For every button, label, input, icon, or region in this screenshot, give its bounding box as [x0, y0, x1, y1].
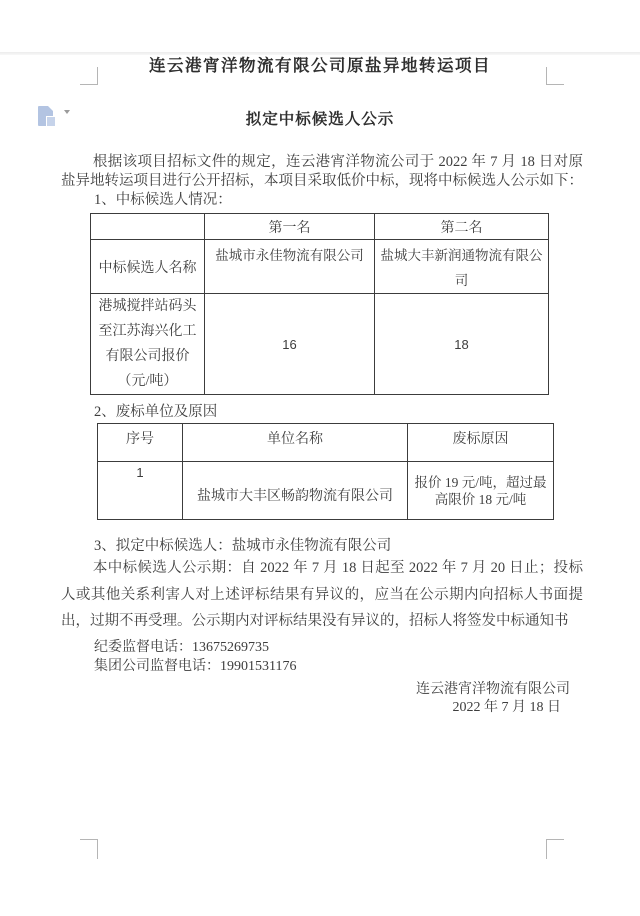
rejected-bids-table	[97, 423, 554, 520]
margin-crop-mark-bottom-left	[80, 839, 98, 859]
closing-paragraph: 本中标候选人公示期：自 2022 年 7 月 18 日起至 2022 年 7 月 20 日止；投标人或其他关系利害人对上述评标结果有异议的，应当在公示期内向招标人书面提出，过期不再受理。公示期内对评标结果没有异议的，招标人将签发中标通知书	[61, 560, 583, 629]
section3-heading: 3、拟定中标候选人：盐城市永佳物流有限公司	[94, 538, 392, 554]
document-subtitle: 拟定中标候选人公示	[245, 111, 395, 128]
corner-header-cell	[91, 214, 205, 240]
document-title: 连云港宵洋物流有限公司原盐异地转运项目	[149, 56, 491, 75]
discipline-phone-line: 纪委监督电话：13675269735	[94, 639, 269, 655]
candidates-table-header-row	[91, 214, 549, 240]
rejected-table-header-row	[98, 424, 554, 462]
signature-company: 连云港宵洋物流有限公司	[416, 681, 570, 697]
margin-crop-mark-bottom-right	[546, 839, 564, 859]
group-phone-line: 集团公司监督电话：19901531176	[94, 658, 297, 674]
margin-crop-mark-top-left	[80, 67, 98, 85]
rejected-company-cell: 盐城市大丰区畅韵物流有限公司	[183, 462, 408, 520]
company-header-cell: 单位名称	[183, 424, 408, 462]
paste-options-button[interactable]	[38, 106, 74, 132]
price-row-label: 港城搅拌站码头至江苏海兴化工有限公司报价（元/吨）	[91, 294, 205, 395]
candidate-name-row	[91, 240, 549, 294]
window-top-edge	[0, 52, 640, 55]
first-candidate-price-cell: 16	[205, 294, 375, 395]
rejected-table-row	[98, 462, 554, 520]
candidate-name-row-label: 中标候选人名称	[91, 240, 205, 294]
rejection-reason-cell: 报价 19 元/吨，超过最高限价 18 元/吨	[408, 462, 554, 520]
price-row	[91, 294, 549, 395]
intro-paragraph: 根据该项目招标文件的规定，连云港宵洋物流公司于 2022 年 7 月 18 日对原盐异地转运项目进行公开招标，本项目采取低价中标，现将中标候选人公示如下：	[61, 154, 583, 189]
margin-crop-mark-top-right	[546, 67, 564, 85]
signature-block	[0, 681, 570, 717]
first-place-header-cell: 第一名	[205, 214, 375, 240]
candidates-table	[90, 213, 549, 395]
second-candidate-price-cell: 18	[375, 294, 549, 395]
paste-page-icon	[46, 116, 56, 127]
seq-cell: 1	[98, 462, 183, 520]
chevron-down-icon[interactable]	[64, 114, 72, 132]
second-candidate-name-cell: 盐城大丰新润通物流有限公司	[375, 240, 549, 294]
seq-header-cell: 序号	[98, 424, 183, 462]
signature-date: 2022 年 7 月 18 日	[452, 699, 561, 715]
section1-heading: 1、中标候选人情况：	[94, 192, 232, 208]
reason-header-cell: 废标原因	[408, 424, 554, 462]
section2-heading: 2、废标单位及原因	[94, 404, 218, 420]
first-candidate-name-cell: 盐城市永佳物流有限公司	[205, 240, 375, 294]
second-place-header-cell: 第二名	[375, 214, 549, 240]
